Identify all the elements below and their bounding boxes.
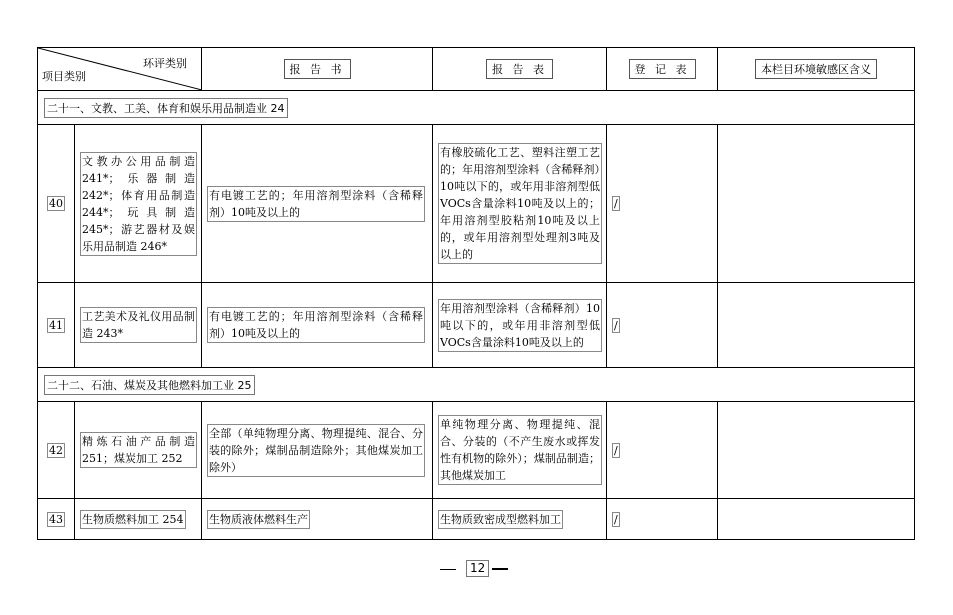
row-report-form: 生物质致密成型燃料加工 [438, 510, 563, 529]
diagonal-header-cell [38, 48, 202, 91]
row-register: / [614, 318, 618, 332]
row-report-book: 生物质液体燃料生产 [207, 510, 310, 529]
row-number: 43 [49, 512, 63, 526]
col-header-sensitive-label: 本栏目环境敏感区含义 [755, 59, 877, 79]
row-sensitive [718, 125, 915, 283]
row-category: 精炼石油产品制造251；煤炭加工 252 [80, 432, 197, 468]
section-title: 二十二、石油、煤炭及其他燃料加工业 25 [44, 375, 255, 395]
row-sensitive [718, 402, 915, 499]
row-report-book: 有电镀工艺的；年用溶剂型涂料（含稀释剂）10吨及以上的 [207, 307, 425, 343]
row-report-book: 全部（单纯物理分离、物理提纯、混合、分装的除外；煤制品制造除外；其他煤炭加工除外） [207, 424, 425, 477]
footer-dash-right [492, 568, 508, 570]
table-row [38, 283, 915, 368]
diag-bottom-label: 项目类别 [42, 70, 86, 83]
row-report-form: 单纯物理分离、物理提纯、混合、分装的（不产生废水或挥发性有机物的除外）；煤制品制造；其他煤炭加工 [438, 415, 602, 485]
table-row [38, 402, 915, 499]
row-sensitive [718, 499, 915, 540]
table-row [38, 499, 915, 540]
row-category: 工艺美术及礼仪用品制造 243* [80, 307, 197, 343]
col-header-report-book [202, 48, 433, 91]
diag-top-label: 环评类别 [143, 57, 187, 70]
col-header-report-book-label: 报 告 书 [284, 59, 351, 79]
row-number: 42 [49, 443, 63, 457]
section-row [38, 368, 915, 402]
section-title: 二十一、文教、工美、体育和娱乐用品制造业 24 [44, 98, 288, 118]
row-sensitive [718, 283, 915, 368]
row-category: 文教办公用品制造241*；乐器制造242*；体育用品制造244*；玩具制造245*；游艺器材及娱乐用品制造 246* [80, 152, 197, 256]
row-register: / [614, 512, 618, 526]
page-number: 12 [466, 560, 489, 577]
col-header-sensitive [718, 48, 915, 91]
row-number: 40 [49, 197, 63, 210]
col-header-register [607, 48, 718, 91]
section-row [38, 91, 915, 125]
row-report-form: 年用溶剂型涂料（含稀释剂）10吨以下的，或年用非溶剂型低VOCs含量涂料10吨及以上的 [438, 299, 602, 352]
row-report-book: 有电镀工艺的；年用溶剂型涂料（含稀释剂）10吨及以上的 [207, 186, 425, 222]
table-row [38, 125, 915, 283]
row-register: / [614, 443, 618, 457]
col-header-report-form [433, 48, 607, 91]
row-register: / [614, 197, 618, 210]
header-row [38, 48, 915, 91]
environmental-assessment-table [37, 47, 915, 540]
row-report-form: 有橡胶硫化工艺、塑料注塑工艺的；年用溶剂型涂料（含稀释剂）10吨以下的，或年用非溶剂型低VOCs含量涂料10吨及以上的；年用溶剂型胶粘剂10吨及以上的，或年用溶剂型处理剂3吨及以上的 [438, 143, 602, 264]
footer-dash-left [440, 569, 456, 570]
row-number: 41 [49, 318, 63, 332]
row-category: 生物质燃料加工 254 [80, 510, 186, 529]
col-header-register-label: 登 记 表 [629, 59, 696, 79]
col-header-report-form-label: 报 告 表 [486, 59, 553, 79]
